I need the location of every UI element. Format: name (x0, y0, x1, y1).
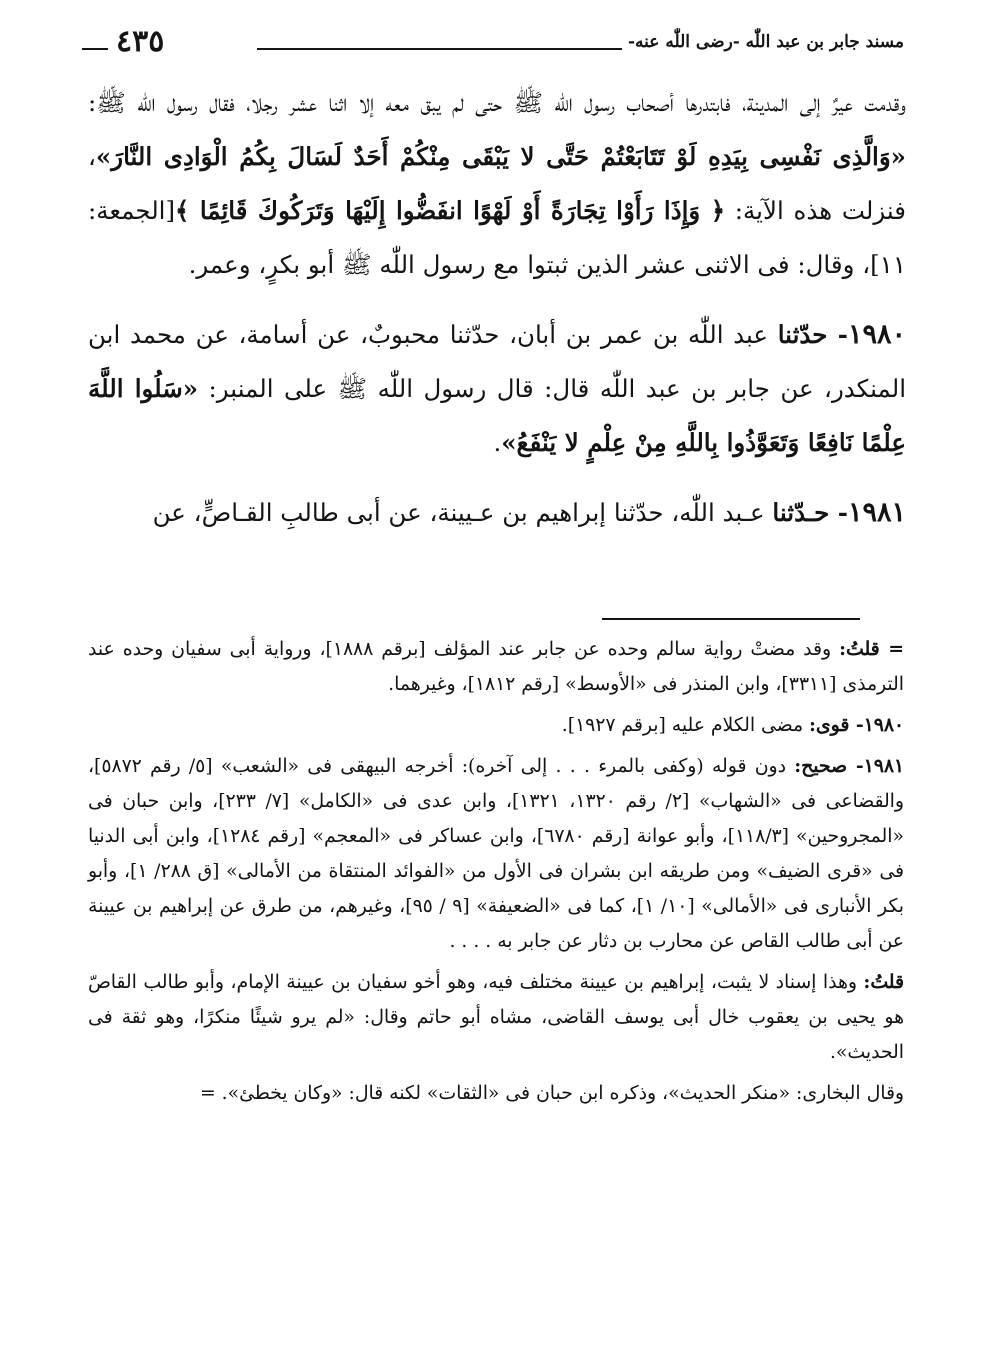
hadith-number: ١٩٨٠ (847, 319, 906, 350)
footnote-separator (602, 618, 860, 620)
page-number: ٤٣٥ (116, 24, 165, 59)
footnote-lead: = قلتُ: (839, 638, 904, 660)
footnote-lead: ١٩٨٠- قوى: (808, 714, 904, 736)
header-dash (82, 48, 108, 50)
hadith-1981 (88, 486, 906, 540)
paragraph-text: [الجمعة: ١١]، وقال: فى الاثنى عشر الذين ثبتوا مع رسول اللّٰه ﷺ أبو بكرٍ، وعمر. (88, 196, 906, 279)
footnote (88, 749, 904, 959)
footnote (88, 708, 904, 743)
footnotes (88, 632, 904, 1111)
footnote-lead: قلتُ: (863, 971, 904, 993)
header-title: مسند جابر بن عبد اللّٰه -رضى اللّٰه عنه- (627, 32, 904, 52)
footnote-text: مضى الكلام عليه [برقم ١٩٢٧]. (561, 715, 809, 736)
main-text (88, 76, 906, 540)
footnote-text: دون قوله (وكفى بالمرء . . . إلى آخره): أخرجه البيهقى فى «الشعب» [٥/ رقم ٥٨٧٢]، والقضاعى فى «الشهاب» [٢/ رقم ١٣٢٠، ١٣٢١]، وابن عدى فى «الكامل» [٧/ ٢٣٣]، وابن حبان فى «المجروحين» [١١٨/٣]، وأبو عوانة [رقم ٦٧٨٠]، وابن عساكر فى «المعجم» [رقم ١٢٨٤]، وابن أبى الدنيا فى «قرى الضيف» ومن طريقه ابن بشران فى الأول من «الفوائد المنتقاة من الأمالى» [ق ٢٨٨/ ١]، وأبو بكر الأنبارى فى «الأمالى» [١٠/ ١]، كما فى «الضعيفة» [٩ / ٩٥]، وغيرهم، من طرق عن إبراهيم بن عيينة عن أبى طالب القاص عن محارب بن دثار عن جابر به . . . . (88, 756, 904, 952)
header-rule (257, 48, 622, 50)
isnad-lead: - حدّثنا (777, 320, 848, 349)
footnote (88, 1076, 904, 1111)
prophetic-quote: «وَالَّذِى نَفْسِى بِيَدِهِ لَوْ تَتَابَعْتُمْ حَتَّى لا يَبْقَى مِنْكُمْ أَحَدٌ لَسَالَ بِكُمُ الْوَادِى النَّارَ» (95, 142, 906, 171)
footnote-lead: ١٩٨١- صحيح: (794, 755, 904, 777)
paragraph-text: ، فنزلت هذه الآية: (88, 142, 906, 225)
footnote (88, 965, 904, 1070)
prophetic-quote: «سَلُوا اللَّهَ عِلْمًا نَافِعًا وَتَعَوَّذُوا بِاللَّهِ مِنْ عِلْمٍ لا يَنْفَعُ» (88, 374, 906, 457)
hadith-number: ١٩٨١ (847, 497, 906, 528)
footnote-text: وقال البخارى: «منكر الحديث»، وذكره ابن حبان فى «الثقات» لكنه قال: «وكان يخطئ». = (199, 1083, 904, 1104)
footnote-text: وقد مضتْ رواية سالم وحده عن جابر عند المؤلف [برقم ١٨٨٨]، ورواية أبى سفيان وحده عند الترمذى [٣٣١١]، وابن المنذر فى «الأوسط» [رقم ١٨١٢]، وغيرهما. (88, 639, 904, 695)
isnad-lead: - حـدّثنا (772, 498, 848, 527)
paragraph-text: . (493, 428, 502, 457)
hadith-continuation (88, 76, 906, 292)
paragraph-text: وقدمت عيرٌ إلى المدينة، فابتدرها أصحاب رسول اللّٰه ﷺ حتى لم يبق معه إلا اثنا عشر رجلا، فقال رسول اللّٰه ﷺ: (88, 88, 906, 117)
running-header (82, 24, 904, 68)
footnote (88, 632, 904, 702)
quran-verse: ﴿ وَإِذَا رَأَوْا تِجَارَةً أَوْ لَهْوًا انفَضُّوا إِلَيْهَا وَتَرَكُوكَ قَائِمًا ﴾ (175, 196, 726, 225)
hadith-1980 (88, 308, 906, 470)
paragraph-text: عـبد اللّٰه، حدّثنا إبراهيم بن عـيينة، عن أبى طالبِ القـاصٍّ، عن (152, 498, 773, 527)
paragraph-text: عبد اللّٰه بن عمر بن أبان، حدّثنا محبوبٌ، عن أسامة، عن محمد ابن المنكدر، عن جابر بن عبد اللّٰه قال: قال رسول اللّٰه ﷺ على المنبر: (88, 320, 906, 403)
footnote-text: وهذا إسناد لا يثبت، إبراهيم بن عيينة مختلف فيه، وهو أخو سفيان بن عيينة الإمام، وأبو طالب القاصّ هو يحيى بن يعقوب خال أبى يوسف القاضى، مشاه أبو حاتم وقال: «لم يرو شيئًا منكرًا، وهو ثقة فى الحديث». (88, 972, 904, 1063)
